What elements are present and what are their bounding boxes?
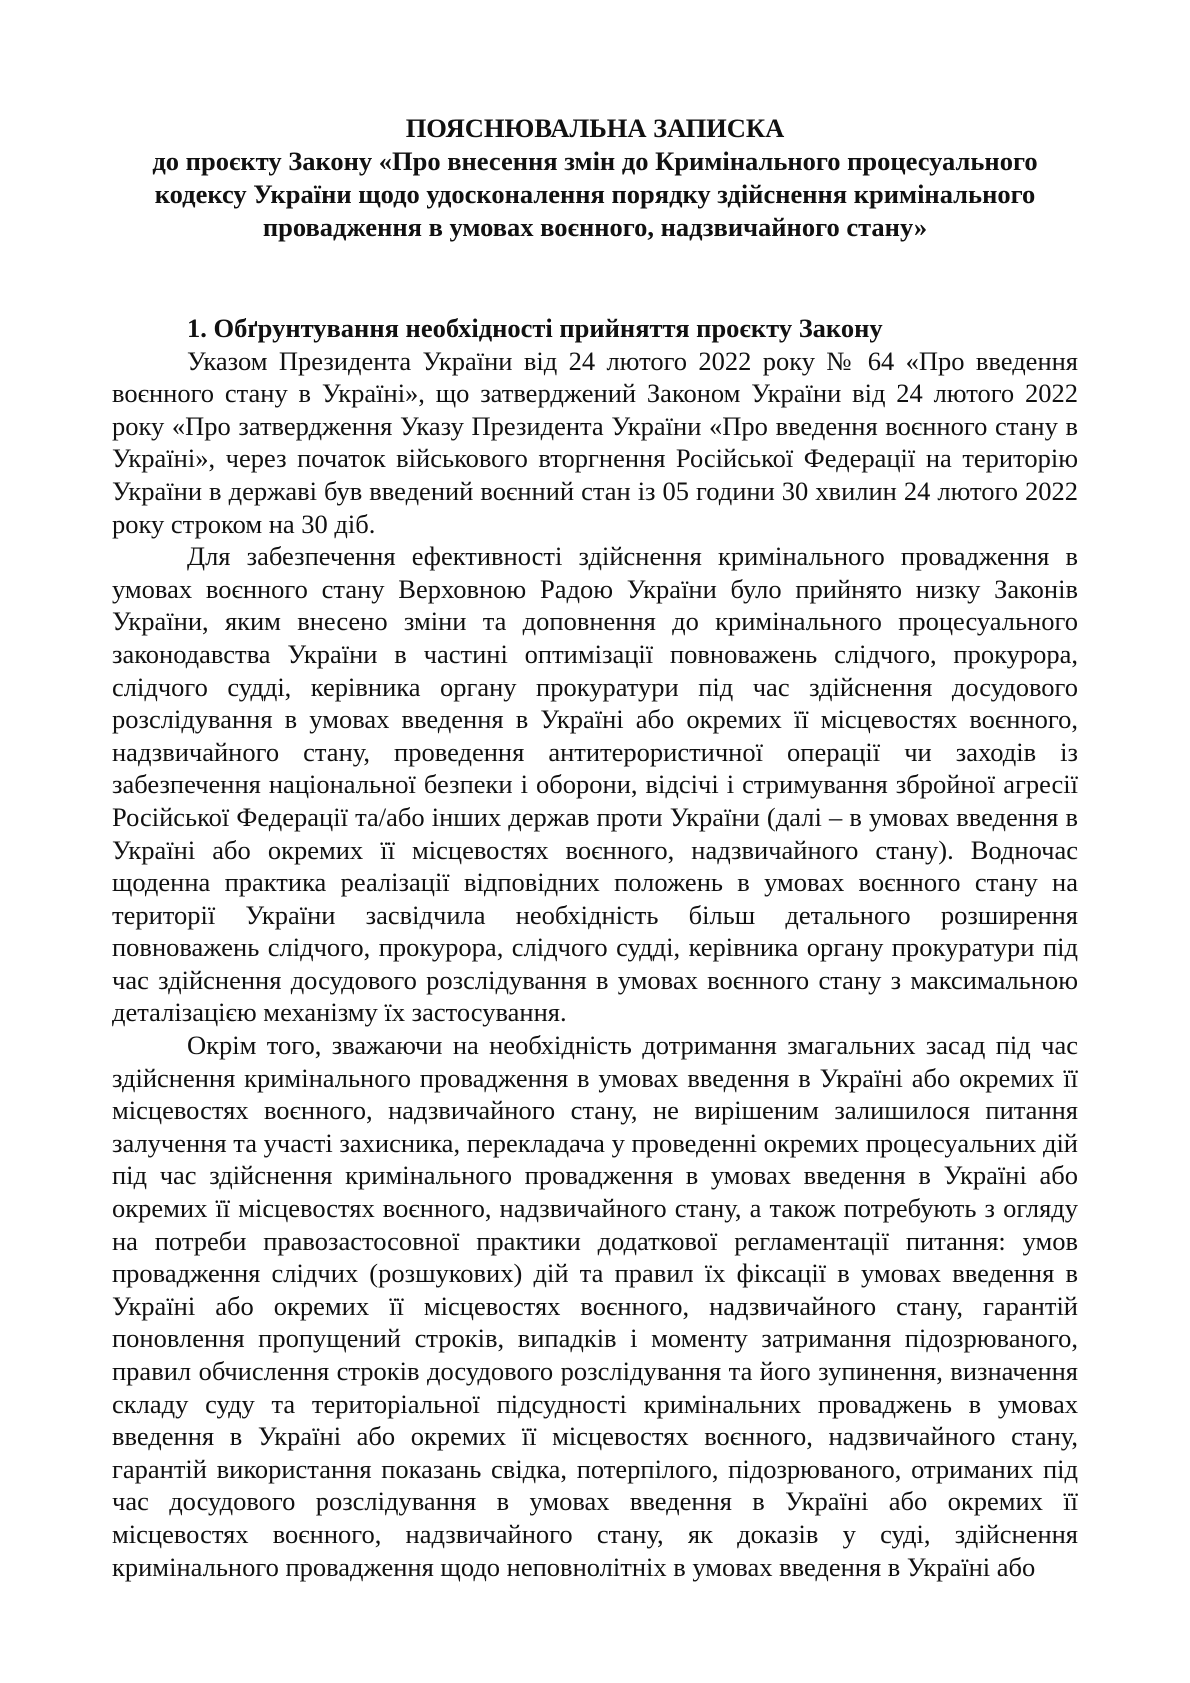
paragraph-2: Для забезпечення ефективності здійснення кримінального провадження в умовах воєнного стану Верховною Радою України було прийнято низку Законів України, яким внесено зміни та доповнення до кримінального процесуального законодавства України в частині оптимізації повноважень слідчого, прокурора, слідчого судді, керівника органу прокуратури під час здійснення досудового розслідування в умовах введення в Україні або окремих її місцевостях воєнного, надзвичайного стану, проведення антитерористичної операції чи заходів із забезпечення національної безпеки і оборони, відсічі і стримування збройної агресії Російської Федерації та/або інших держав проти України (далі – в умовах введення в Україні або окремих її місцевостях воєнного, надзвичайного стану). Водночас щоденна практика реалізації відповідних положень в умовах воєнного стану на території України засвідчила необхідність більш детального розширення повноважень слідчого, прокурора, слідчого судді, керівника органу прокуратури під час здійснення досудового розслідування в умовах воєнного стану з максимальною деталізацією механізму їх застосування.: [112, 541, 1078, 1028]
section-heading: 1. Обґрунтування необхідності прийняття проєкту Закону: [187, 313, 883, 343]
document-subtitle-line-3: провадження в умовах воєнного, надзвичайного стану»: [262, 212, 928, 242]
document-body: [112, 312, 1078, 1583]
document-subtitle-line-2: кодексу України щодо удосконалення порядку здійснення кримінального: [154, 179, 1036, 209]
paragraph-3: Окрім того, зважаючи на необхідність дотримання змагальних засад під час здійснення кримінального провадження в умовах введення в Україні або окремих її місцевостях воєнного, надзвичайного стану, не вирішеним залишилося питання залучення та участі захисника, перекладача у проведенні окремих процесуальних дій під час здійснення кримінального провадження в умовах введення в Україні або окремих її місцевостях воєнного, надзвичайного стану, а також потребують з огляду на потреби правозастосовної практики додаткової регламентації питання: умов провадження слідчих (розшукових) дій та правил їх фіксації в умовах введення в Україні або окремих її місцевостях воєнного, надзвичайного стану, гарантій поновлення пропущений строків, випадків і моменту затримання підозрюваного, правил обчислення строків досудового розслідування та його зупинення, визначення складу суду та територіальної підсудності кримінальних проваджень в умовах введення в Україні або окремих її місцевостях воєнного, надзвичайного стану, гарантій використання показань свідка, потерпілого, підозрюваного, отриманих під час досудового розслідування в умовах введення в Україні або окремих її місцевостях воєнного, надзвичайного стану, як доказів у суді, здійснення кримінального провадження щодо неповнолітніх в умовах введення в Україні або: [112, 1030, 1078, 1582]
document-title: ПОЯСНЮВАЛЬНА ЗАПИСКА: [405, 113, 785, 143]
document-title-block: [120, 112, 1070, 244]
document-subtitle-line-1: до проєкту Закону «Про внесення змін до Кримінального процесуального: [152, 146, 1038, 176]
paragraph-1: Указом Президента України від 24 лютого 2022 року № 64 «Про введення воєнного стану в Україні», що затверджений Законом України від 24 лютого 2022 року «Про затвердження Указу Президента України «Про введення воєнного стану в Україні», через початок військового вторгнення Російської Федерації на територію України в державі був введений воєнний стан із 05 години 30 хвилин 24 лютого 2022 року строком на 30 діб.: [112, 345, 1078, 539]
